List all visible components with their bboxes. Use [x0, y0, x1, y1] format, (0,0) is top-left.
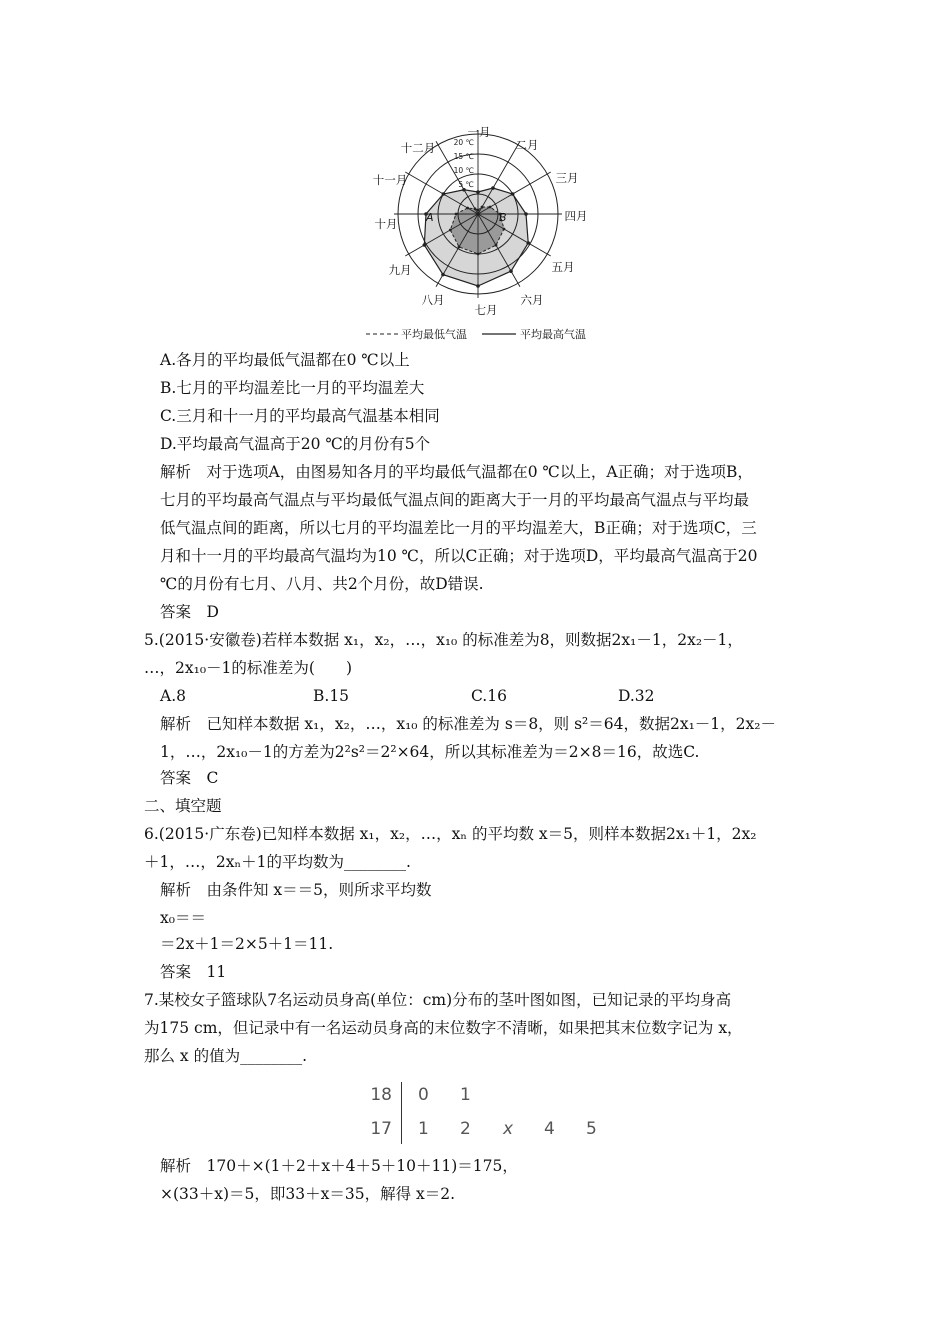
- stem-value: 17: [370, 1119, 392, 1139]
- legend-high-label: 平均最高气温: [520, 328, 586, 341]
- q5-option-a: A.8: [160, 687, 186, 705]
- temperature-radar-chart: [360, 118, 610, 350]
- month-label: 四月: [564, 209, 588, 223]
- q4-analysis-line: 月和十一月的平均最高气温均为10 ℃，所以C正确；对于选项D，平均最高气温高于20: [160, 547, 758, 565]
- q4-analysis-line: 低气温点间的距离，所以七月的平均温差比一月的平均温差大，B正确；对于选项C，三: [160, 519, 757, 537]
- q5-stem-line: …，2x₁₀－1的标准差为( ): [144, 659, 352, 677]
- q4-answer: 答案 D: [160, 603, 219, 621]
- q4-option-d: D.平均最高气温高于20 ℃的月份有5个: [160, 435, 431, 453]
- q7-stem-line: 为175 cm，但记录中有一名运动员身高的末位数字不清晰，如果把其末位数字记为 x，: [144, 1019, 743, 1037]
- q5-option-b: B.15: [313, 687, 350, 705]
- scale-label: 5 ℃: [458, 180, 474, 189]
- q4-option-b: B.七月的平均温差比一月的平均温差大: [160, 379, 425, 397]
- q4-analysis-line: ℃的月份有七月、八月、共2个月份，故D错误.: [160, 575, 484, 593]
- q5-options: [160, 682, 700, 710]
- stem-leaf-plot: [368, 1080, 608, 1146]
- q6-analysis-line: ＝2x＋1＝2×5＋1＝11.: [160, 935, 334, 953]
- q5-stem-line: 5.(2015·安徽卷)若样本数据 x₁，x₂，…，x₁₀ 的标准差为8，则数据2x₁－1，2x₂－1，: [144, 631, 743, 649]
- month-label: 九月: [388, 263, 412, 277]
- leaf-value: 1: [418, 1119, 429, 1139]
- q4-option-c: C.三月和十一月的平均最高气温基本相同: [160, 407, 440, 425]
- point-label-b: B: [499, 211, 507, 224]
- q5-answer: 答案 C: [160, 769, 219, 787]
- leaf-value: 4: [544, 1119, 555, 1139]
- scale-label: 20 ℃: [453, 138, 474, 147]
- month-label: 七月: [474, 303, 498, 317]
- leaf-value: x: [503, 1119, 514, 1139]
- section-heading: 二、填空题: [144, 797, 222, 815]
- q5-option-c: C.16: [471, 687, 507, 705]
- month-label: 十一月: [372, 173, 408, 187]
- month-label: 十月: [374, 217, 398, 231]
- stem-leaf-row: [368, 1080, 608, 1110]
- q6-analysis-line: x₀＝＝: [160, 909, 206, 927]
- q7-stem-line: 7.某校女子篮球队7名运动员身高(单位：cm)分布的茎叶图如图，已知记录的平均身高: [144, 991, 732, 1009]
- q5-option-d: D.32: [618, 687, 655, 705]
- q7-analysis-line: ×(33＋x)＝5，即33＋x＝35，解得 x＝2.: [160, 1185, 456, 1203]
- q4-option-a: A.各月的平均最低气温都在0 ℃以上: [160, 351, 410, 369]
- legend-low-label: 平均最低气温: [401, 328, 467, 341]
- q7-analysis-line: 解析 170＋×(1＋2＋x＋4＋5＋10＋11)＝175，: [160, 1157, 518, 1175]
- month-label: 十二月: [400, 141, 436, 155]
- month-label: 八月: [421, 293, 445, 307]
- leaf-value: 0: [418, 1085, 429, 1105]
- stem-leaf-row: [368, 1114, 608, 1144]
- q6-stem-line: ＋1，…，2xₙ＋1的平均数为________.: [144, 853, 411, 871]
- month-label: 二月: [515, 138, 539, 152]
- scale-label: 10 ℃: [453, 166, 474, 175]
- leaf-value: 1: [460, 1085, 471, 1105]
- month-label: 五月: [551, 260, 575, 274]
- month-label: 一月: [467, 125, 491, 139]
- q7-stem-line: 那么 x 的值为________.: [144, 1047, 308, 1065]
- q4-analysis-line: 七月的平均最高气温点与平均最低气温点间的距离大于一月的平均最高气温点与平均最: [160, 491, 750, 509]
- q6-answer: 答案 11: [160, 963, 227, 981]
- point-label-a: A: [426, 211, 434, 224]
- stem-value: 18: [370, 1085, 392, 1105]
- q5-analysis-line: 解析 已知样本数据 x₁，x₂，…，x₁₀ 的标准差为 s＝8，则 s²＝64，数据2x₁－1，2x₂－: [160, 715, 776, 733]
- q4-analysis-line: 解析 对于选项A，由图易知各月的平均最低气温都在0 ℃以上，A正确；对于选项B，: [160, 463, 753, 481]
- month-label: 六月: [520, 293, 544, 307]
- q6-stem-line: 6.(2015·广东卷)已知样本数据 x₁，x₂，…，xₙ 的平均数 x＝5，则样本数据2x₁＋1，2x₂: [144, 825, 757, 843]
- scale-label: 15 ℃: [453, 152, 474, 161]
- leaf-value: 2: [460, 1119, 471, 1139]
- q5-analysis-line: 1，…，2x₁₀－1的方差为2²s²＝2²×64，所以其标准差为＝2×8＝16，故选C.: [160, 743, 700, 761]
- q6-analysis-line: 解析 由条件知 x＝＝5，则所求平均数: [160, 881, 432, 899]
- month-label: 三月: [555, 171, 579, 185]
- leaf-value: 5: [586, 1119, 597, 1139]
